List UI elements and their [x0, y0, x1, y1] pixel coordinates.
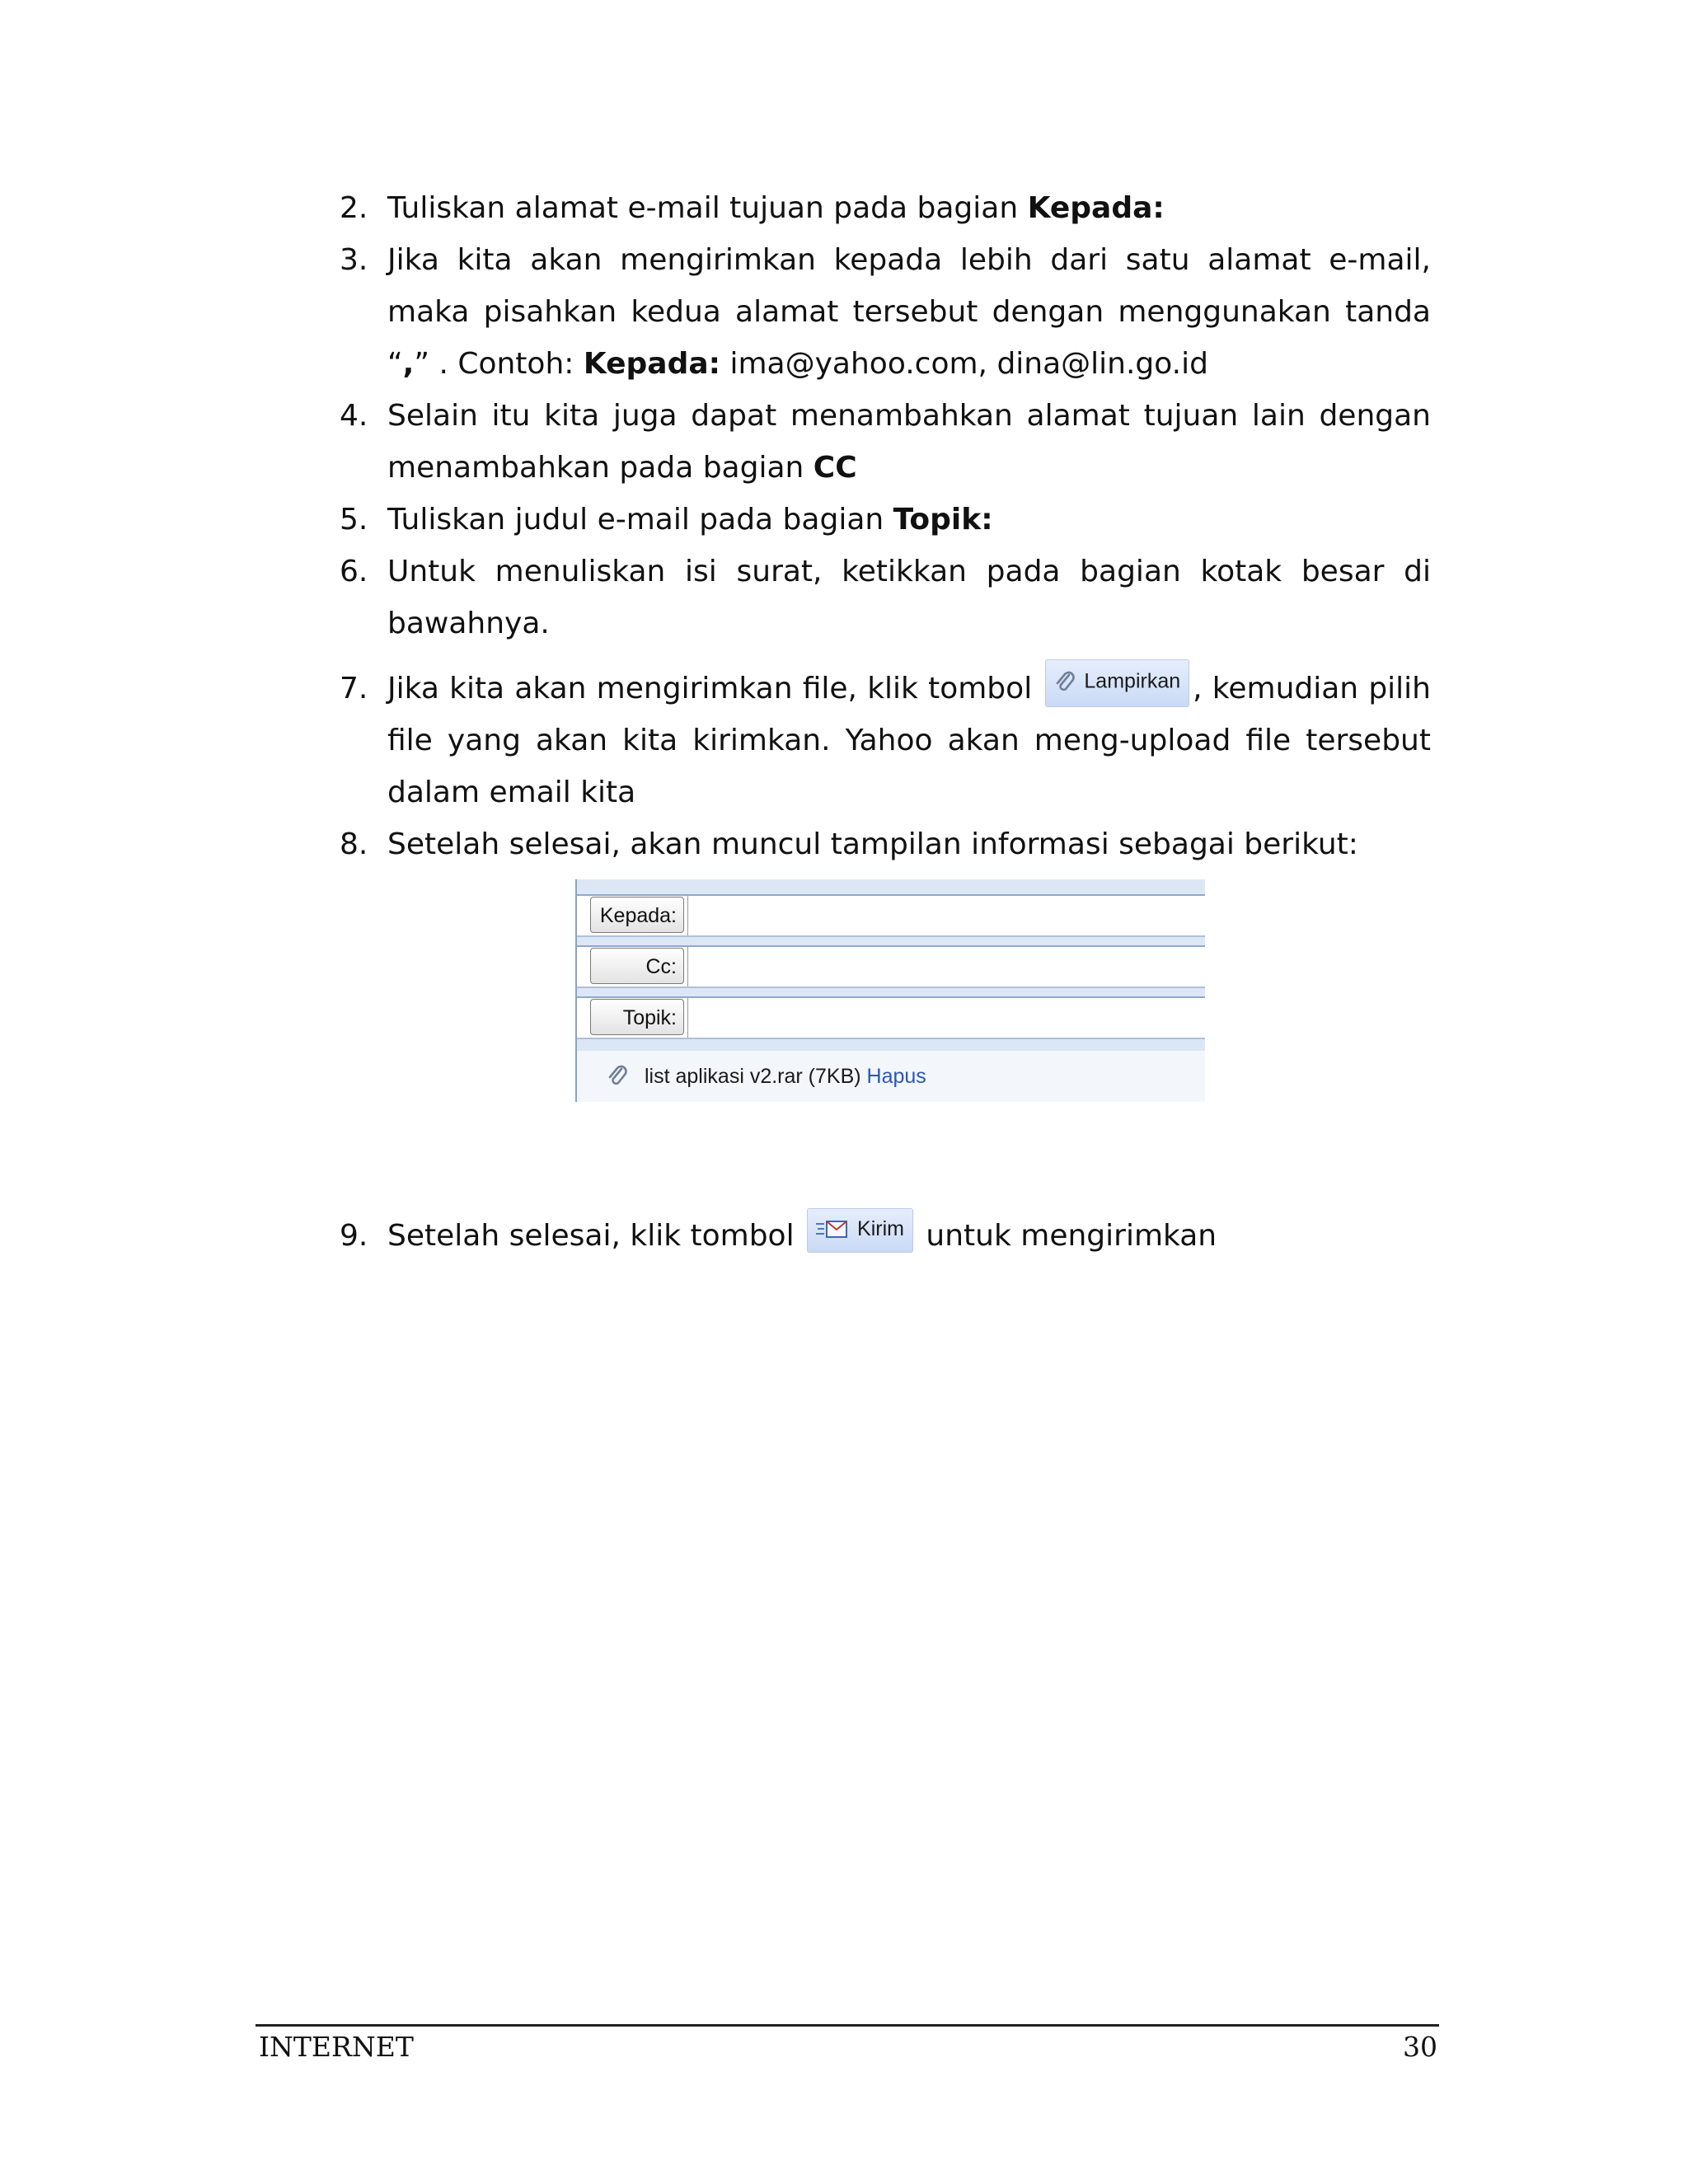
page-number: 30	[1403, 2031, 1437, 2063]
step-bold: ,	[402, 347, 415, 381]
list-item	[340, 818, 1431, 870]
step-number: 4.	[340, 399, 368, 433]
step-text: Tuliskan alamat e-mail tujuan pada bagian	[387, 191, 1028, 225]
step-text: ” . Contoh:	[414, 347, 584, 381]
paperclip-icon	[607, 1064, 628, 1089]
step-number: 3.	[340, 243, 368, 277]
footer-title: INTERNET	[259, 2031, 414, 2063]
step-number: 8.	[340, 827, 368, 861]
step-text: Selain itu kita juga dapat menambahkan alamat tujuan lain dengan menambahkan pada bagian	[387, 399, 1431, 485]
subject-row	[577, 996, 1205, 1039]
cc-row	[577, 945, 1205, 988]
step-bold: Kepada:	[583, 347, 721, 381]
subject-label-button[interactable]: Topik:	[590, 999, 684, 1035]
cc-input[interactable]	[687, 947, 1205, 987]
step-text: Jika kita akan mengirimkan file, klik tombol	[387, 672, 1043, 705]
list-item	[340, 390, 1431, 494]
step-bold: Topik:	[893, 503, 993, 537]
step-bold: CC	[813, 451, 857, 485]
paperclip-icon	[1054, 670, 1076, 695]
step-text: untuk mengirimkan	[916, 1219, 1217, 1253]
kirim-label: Kirim	[857, 1216, 904, 1240]
attachment-info	[645, 1051, 926, 1102]
lampirkan-button[interactable]	[1045, 659, 1189, 707]
step-text: ima@yahoo.com, dina@lin.go.id	[720, 347, 1208, 381]
list-item	[340, 494, 1431, 546]
step-text: Jika kita akan mengirimkan kepada lebih dari satu alamat e-mail, maka pisahkan kedua alamat tersebut dengan menggunakan tanda “	[387, 243, 1431, 381]
step-number: 2.	[340, 191, 368, 225]
to-input[interactable]	[687, 896, 1205, 935]
to-row	[577, 894, 1205, 937]
step-number: 6.	[340, 555, 368, 588]
step-text: Setelah selesai, klik tombol	[387, 1219, 804, 1253]
list-item	[340, 182, 1431, 234]
compose-form-screenshot	[575, 879, 1205, 1102]
list-item	[340, 1210, 1431, 1262]
list-item	[340, 546, 1431, 649]
footer-divider	[256, 2024, 1439, 2027]
step-text: Tuliskan judul e-mail pada bagian	[387, 503, 893, 537]
attachment-filename: list aplikasi v2.rar (7KB)	[645, 1065, 861, 1088]
remove-attachment-link[interactable]: Hapus	[866, 1065, 926, 1088]
list-item	[340, 663, 1431, 818]
to-label-button[interactable]: Kepada:	[590, 897, 684, 933]
step-text: Setelah selesai, akan muncul tampilan informasi sebagai berikut:	[387, 827, 1358, 861]
step-number: 9.	[340, 1219, 368, 1253]
cc-label-button[interactable]: Cc:	[590, 948, 684, 984]
lampirkan-label: Lampirkan	[1084, 669, 1181, 693]
step-text: Untuk menuliskan isi surat, ketikkan pada bagian kotak besar di bawahnya.	[387, 555, 1431, 640]
attachment-row	[577, 1051, 1205, 1102]
envelope-send-icon	[816, 1219, 849, 1240]
step-bold: Kepada:	[1027, 191, 1165, 225]
list-item	[340, 234, 1431, 390]
step-number: 5.	[340, 503, 368, 537]
kirim-button[interactable]	[807, 1208, 913, 1253]
step-number: 7.	[340, 672, 368, 705]
step-text: , kemudian pilih file yang akan kita kirimkan. Yahoo akan meng-upload file tersebut dalam email kita	[387, 672, 1431, 809]
subject-input[interactable]	[687, 998, 1205, 1038]
